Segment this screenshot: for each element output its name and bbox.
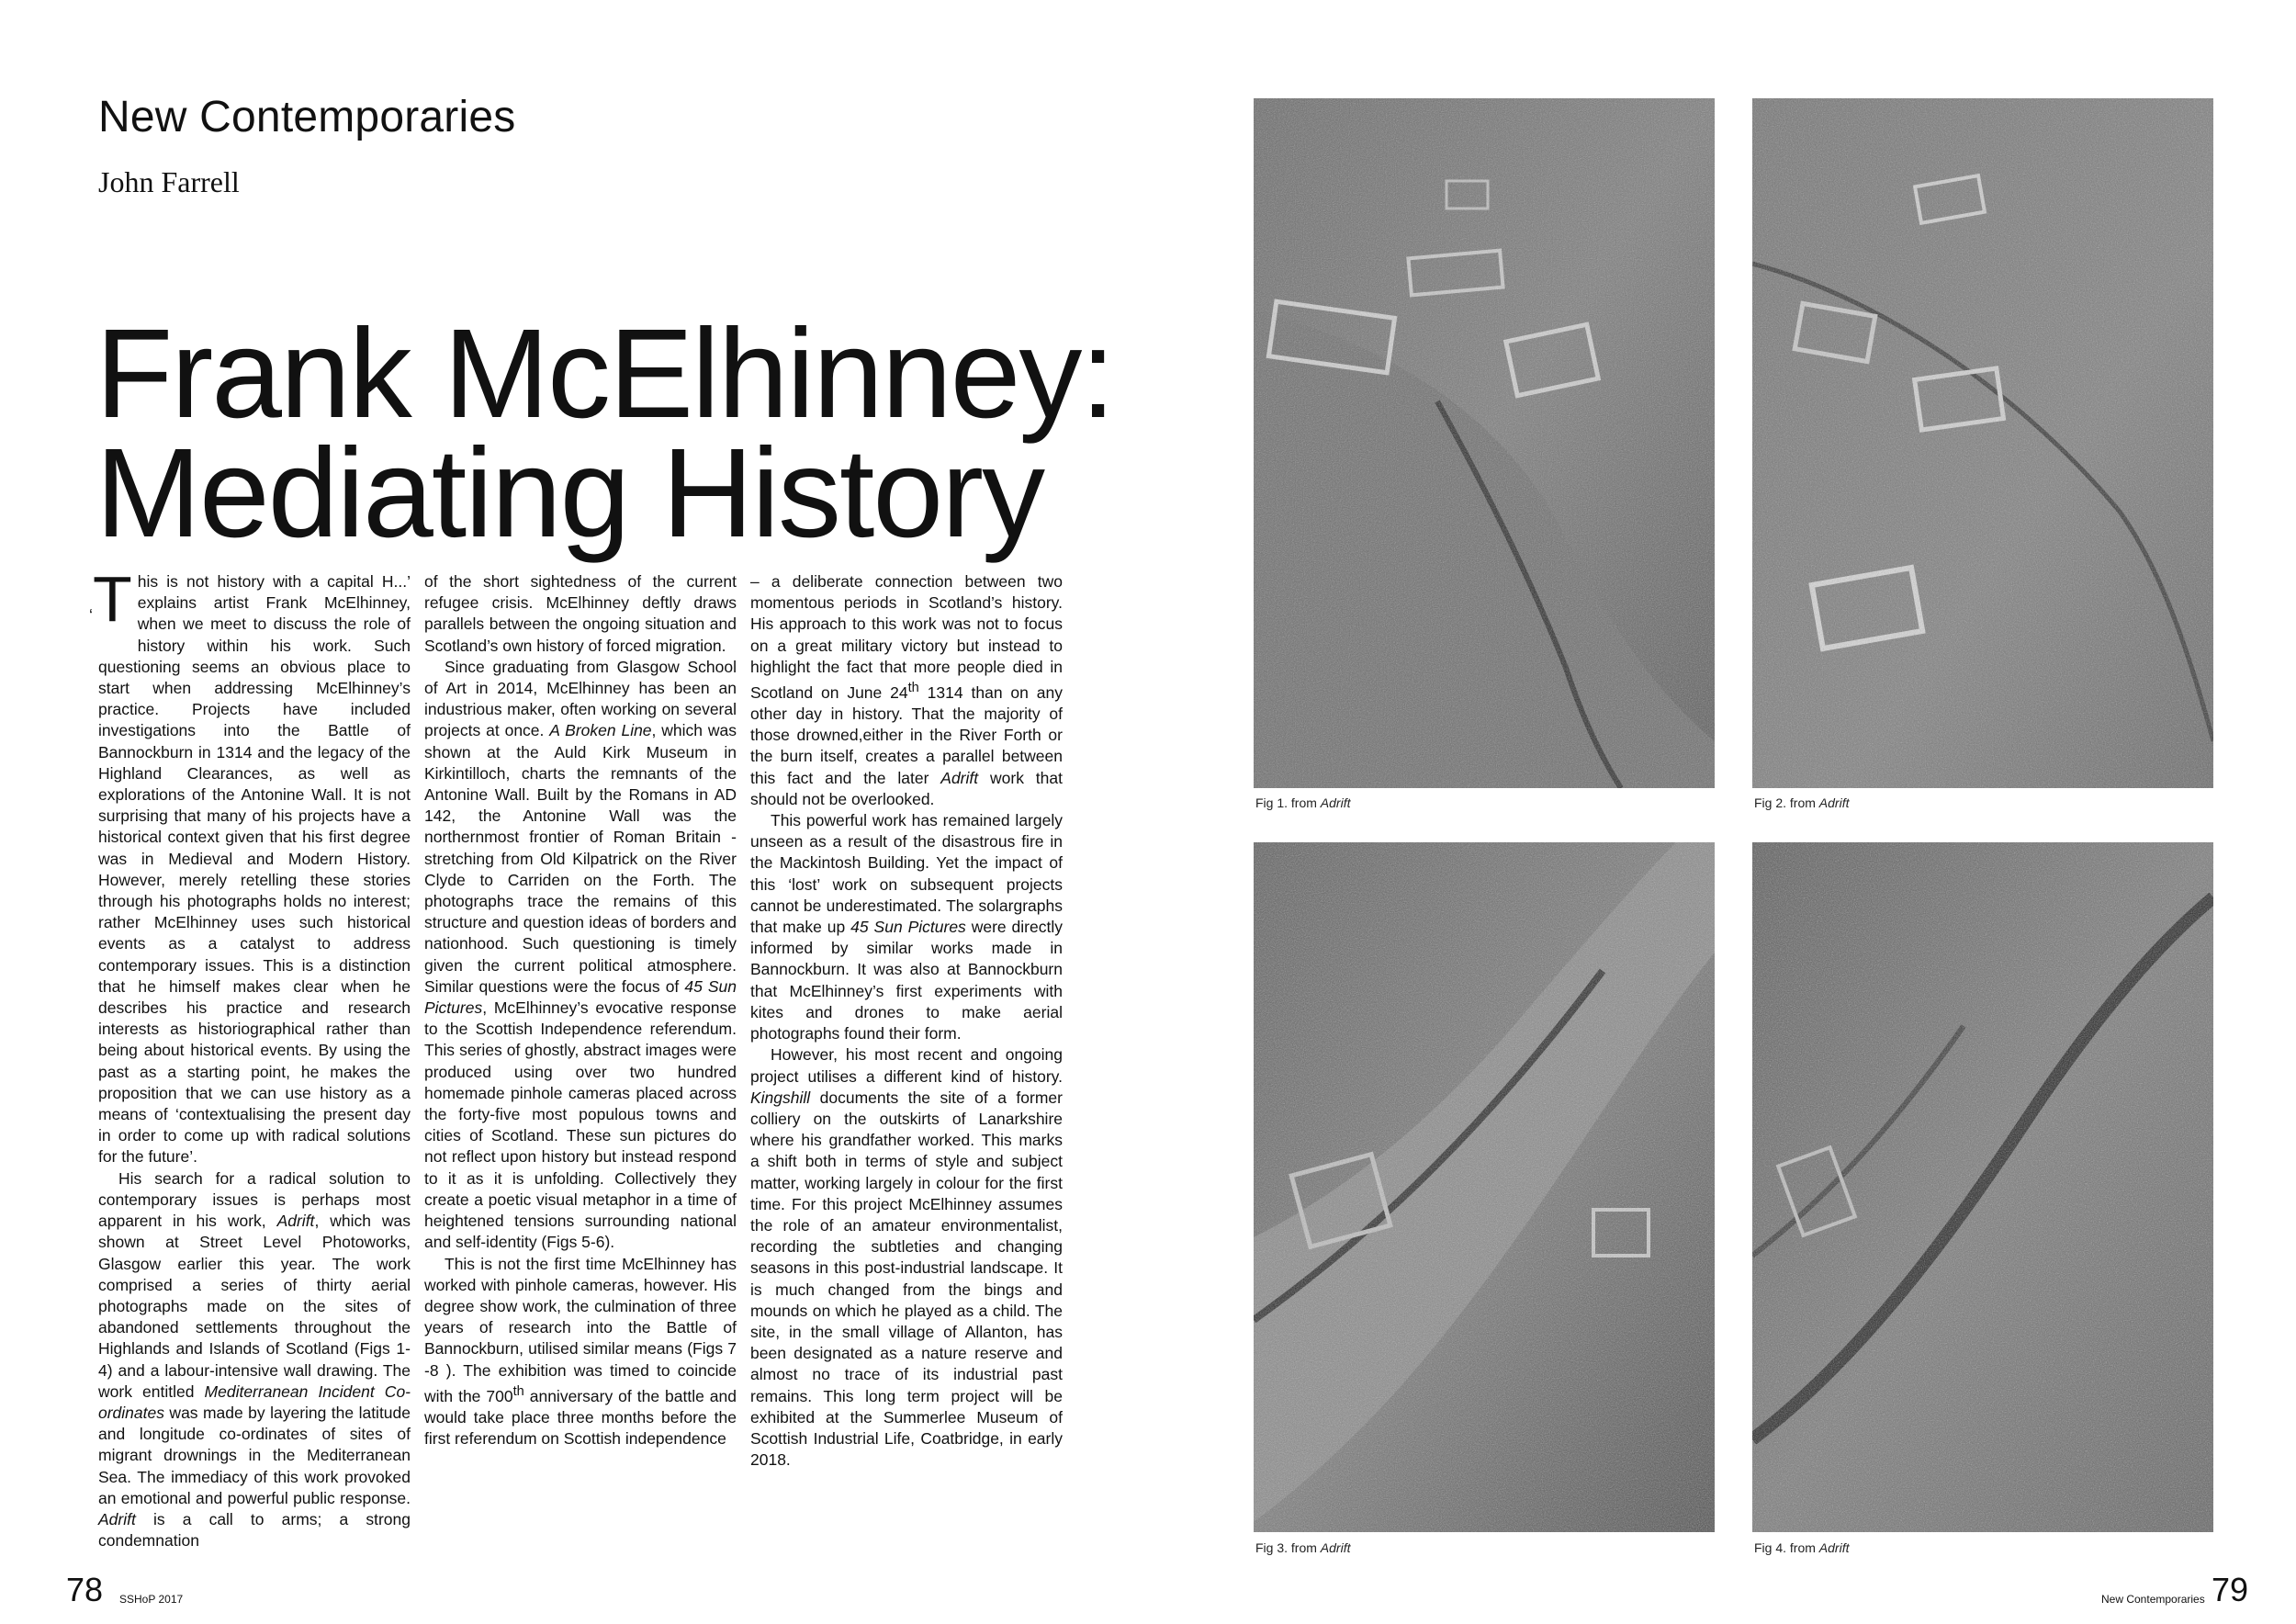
drop-cap: ‘T xyxy=(89,563,132,635)
figure-1-photo xyxy=(1254,98,1715,788)
figure-1-caption: Fig 1. from Adrift xyxy=(1255,795,1351,810)
paragraph: This is not the first time McElhinney has worked with pinhole cameras, however. His degree show work, the culmination of three years of research into the Battle of Bannockburn, utilised similar means (Figs 7 -8 ). The exhibition was timed to coincide with the 700th anniversary of the battle and would take place three months before the first referendum on Scottish independence xyxy=(424,1254,737,1448)
title-line-2: Mediating History xyxy=(96,423,1044,564)
page-number-right: 79 xyxy=(2212,1571,2249,1608)
article-column-2 xyxy=(424,571,737,1449)
paragraph: of the short sightedness of the current refugee crisis. McElhinney deftly draws parallels between the ongoing situation and Scotland’s own history of forced migration. xyxy=(424,572,737,655)
paragraph: His search for a radical solution to contemporary issues is perhaps most apparent in his work, Adrift, which was shown at Street Level Photoworks, Glasgow earlier this year. The work comprised a series of thirty aerial photographs made on the sites of abandoned settlements throughout the Highlands and Islands of Scotland (Figs 1-4) and a labour-intensive wall drawing. The work entitled Mediterranean Incident Co-ordinates was made by layering the latitude and longitude co-ordinates of sites of migrant drownings in the Mediterranean Sea. The immediacy of this work provoked an emotional and powerful public response. Adrift is a call to arms; a strong condemnation xyxy=(98,1168,411,1551)
article-column-3 xyxy=(750,571,1063,1471)
figure-4-caption: Fig 4. from Adrift xyxy=(1754,1540,1850,1555)
footer-section: New Contemporaries xyxy=(2101,1593,2205,1606)
page-number-left: 78 xyxy=(66,1571,104,1608)
paragraph: However, his most recent and ongoing project utilises a different kind of history. Kingshill documents the site of a former colliery on the outskirts of Lanarkshire where his grandfather worked. This marks a shift both in terms of style and subject matter, working largely in colour for the first time. For this project McElhinney assumes the role of an amateur environmentalist, recording the subtleties and changing seasons in this post-industrial landscape. It is much changed from the bings and mounds on which he played as a child. The site, in the small village of Allanton, has been designated as a nature reserve and almost no trace of its industrial past remains. This long term project will be exhibited at the Summerlee Museum of Scottish Industrial Life, Coatbridge, in early 2018. xyxy=(750,1045,1063,1470)
author-name: John Farrell xyxy=(98,165,240,198)
title-line-1: Frank McElhinney: xyxy=(96,303,1114,445)
figure-2-caption: Fig 2. from Adrift xyxy=(1754,795,1850,810)
figure-4-photo xyxy=(1752,842,2213,1532)
section-heading: New Contemporaries xyxy=(98,93,516,141)
paragraph: This powerful work has remained largely unseen as a result of the disastrous fire in the Mackintosh Building. Yet the impact of this ‘lost’ work on subsequent projects cannot be underestimated. The solargraphs that make up 45 Sun Pictures were directly informed by similar works made in Bannockburn. It was also at Bannockburn that McElhinney’s first experiments with kites and drones to make aerial photographs found their form. xyxy=(750,811,1063,1043)
footer-publication: SSHoP 2017 xyxy=(119,1593,184,1606)
figure-3-caption: Fig 3. from Adrift xyxy=(1255,1540,1351,1555)
article-title xyxy=(96,303,1198,564)
paragraph: – a deliberate connection between two momentous periods in Scotland’s history. His approach to this work was not to focus on a great military victory but instead to highlight the fact that more people died in Scotland on June 24th 1314 than on any other day in history. That the majority of those drowned,either in the River Forth or the burn itself, creates a parallel between this fact and the later Adrift work that should not be overlooked. xyxy=(750,572,1063,808)
article-column-1 xyxy=(89,563,411,1551)
figure-2-photo xyxy=(1752,98,2213,788)
figure-3-photo xyxy=(1254,842,1715,1532)
paragraph: Since graduating from Glasgow School of Art in 2014, McElhinney has been an industrious maker, often working on several projects at once. A Broken Line, which was shown at the Auld Kirk Museum in Kirkintilloch, charts the remnants of the Antonine Wall. Built by the Romans in AD 142, the Antonine Wall was the northernmost frontier of Roman Britain - stretching from Old Kilpatrick on the River Clyde to Carriden on the Forth. The photographs trace the remains of this structure and question ideas of borders and nationhood. Such questioning is timely given the current political atmosphere. Similar questions were the focus of 45 Sun Pictures, McElhinney’s evocative response to the Scottish Independence referendum. This series of ghostly, abstract images were produced using over two hundred homemade pinhole cameras placed across the forty-five most populous towns and cities of Scotland. These sun pictures do not reflect upon history but instead respond to it as it is unfolding. Collectively they create a poetic visual metaphor in a time of heightened tensions surrounding national and self-identity (Figs 5-6). xyxy=(424,657,737,1252)
paragraph: ‘T his is not history with a capital H...’ explains artist Frank McElhinney, when we meet to discuss the role of history within his work. Such questioning seems an obvious place to start when addressing McElhinney’s practice. Projects have included investigations into the Battle of Bannockburn in 1314 and the legacy of the Highland Clearances, as well as explorations of the Antonine Wall. It is not surprising that many of his projects have a historical context given that his first degree was in Medieval and Modern History. However, merely retelling these stories through his photographs holds no interest; rather McElhinney uses such historical events as a catalyst to address contemporary issues. This is a distinction that he himself makes clear when he describes his practice and research interests as historiographical rather than being about historical events. By using the past as a starting point, he makes the proposition that we can use history as a means of ‘contextualising the present day in order to come up with radical solutions for the future’. xyxy=(89,563,411,1167)
